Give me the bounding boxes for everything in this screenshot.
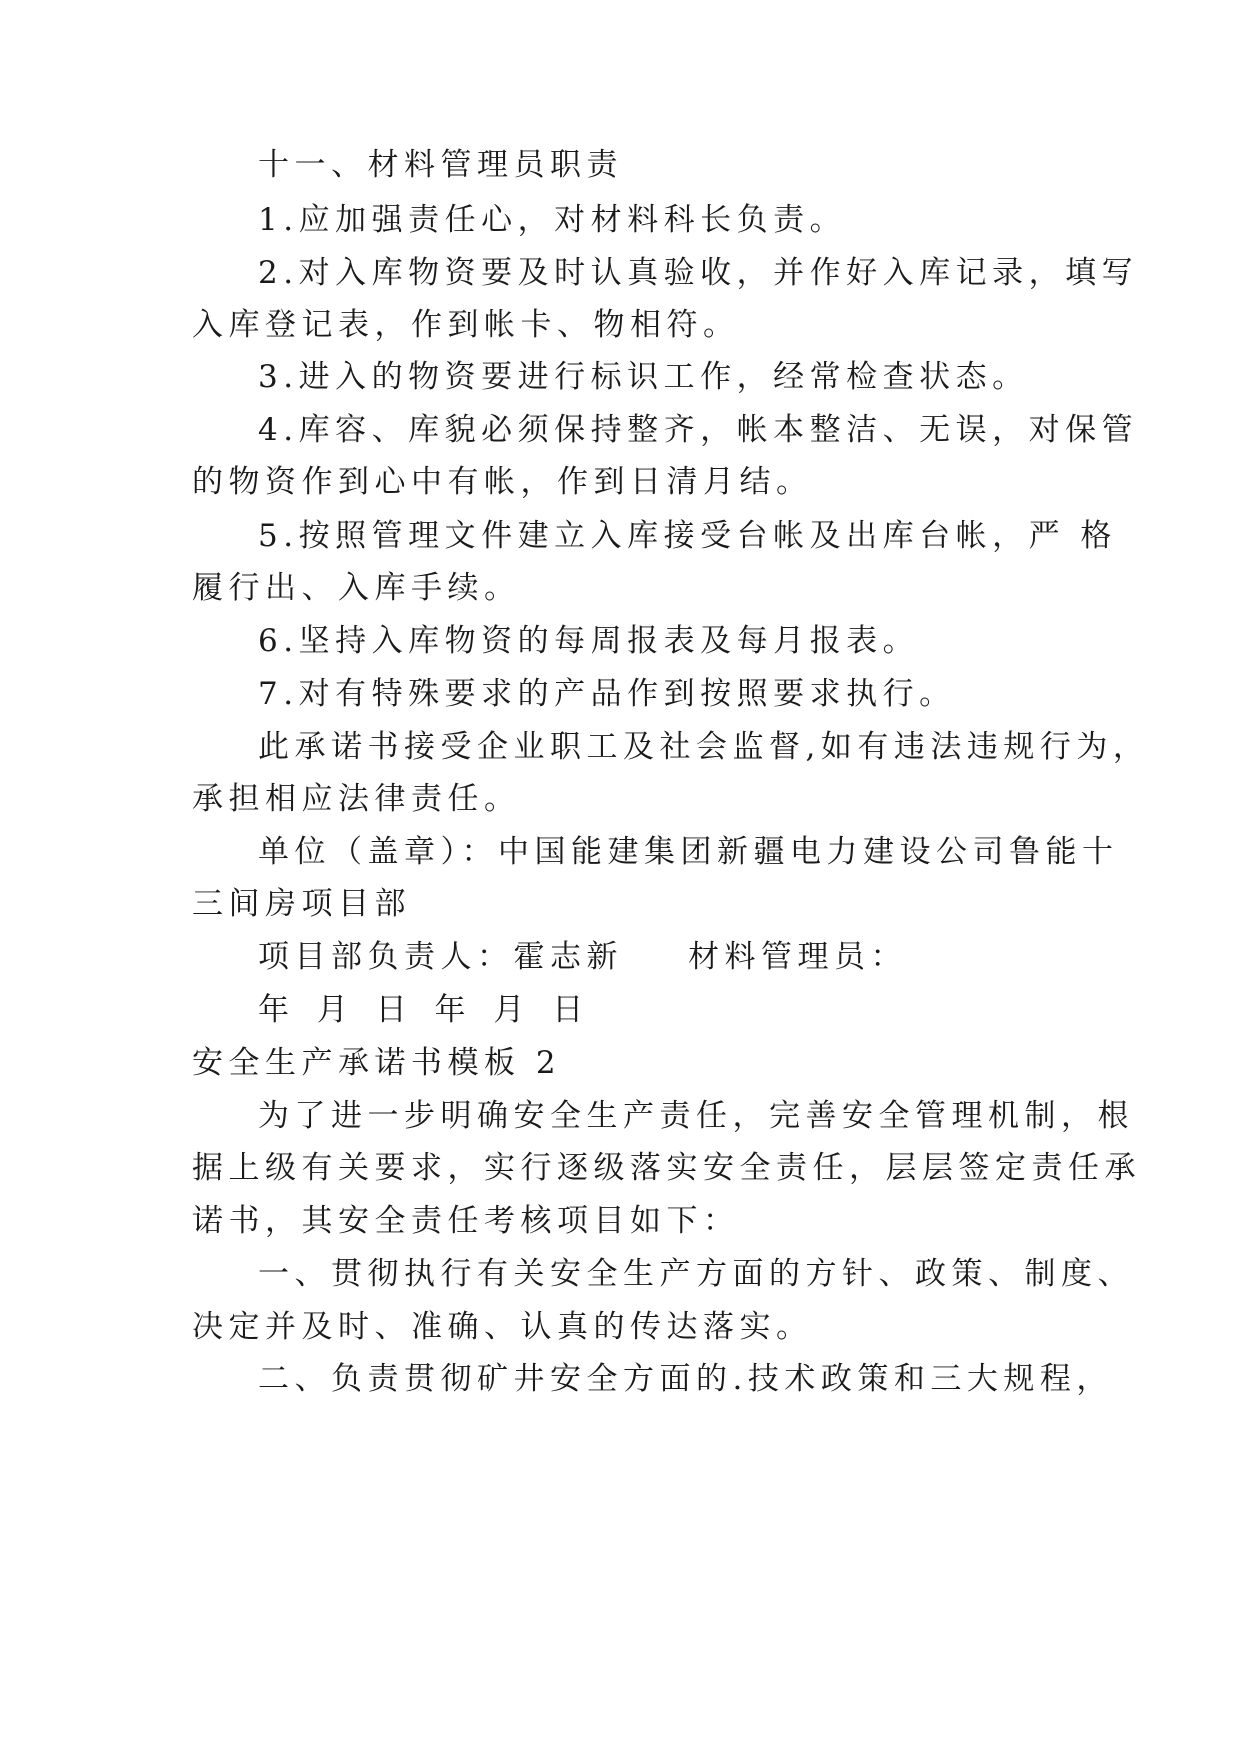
paragraph-line: 二、负责贯彻矿井安全方面的.技术政策和三大规程， [258, 1361, 1113, 1397]
paragraph-line: 一、贯彻执行有关安全生产方面的方针、政策、制度、 [258, 1256, 1134, 1292]
paragraph-line: 据上级有关要求，实行逐级落实安全责任，层层签定责任承 [192, 1150, 1141, 1186]
paragraph-line: 三间房项目部 [192, 886, 411, 922]
paragraph-line: 2.对入库物资要及时认真验收，并作好入库记录，填写 [258, 255, 1139, 291]
paragraph-line: 为了进一步明确安全生产责任，完善安全管理机制，根 [258, 1098, 1134, 1134]
signature-line: 项目部负责人：霍志新 [258, 939, 623, 975]
paragraph-line: 3.进入的物资要进行标识工作，经常检查状态。 [258, 359, 1029, 395]
paragraph-line: 5.按照管理文件建立入库接受台帐及出库台帐，严 格 [258, 518, 1117, 554]
paragraph-line: 诺书，其安全责任考核项目如下： [192, 1203, 740, 1239]
section-heading: 十一、材料管理员职责 [258, 147, 623, 183]
date-line: 年 月 日 年 月 日 [258, 992, 593, 1028]
paragraph-line: 1.应加强责任心，对材料科长负责。 [258, 202, 847, 238]
paragraph-line: 承担相应法律责任。 [192, 781, 521, 817]
paragraph-line: 的物资作到心中有帐，作到日清月结。 [192, 464, 813, 500]
paragraph-line: 6.坚持入库物资的每周报表及每月报表。 [258, 623, 920, 659]
document-title: 安全生产承诺书模板 2 [192, 1045, 562, 1081]
paragraph-line: 4.库容、库貌必须保持整齐，帐本整洁、无误，对保管 [258, 412, 1139, 448]
paragraph-line: 履行出、入库手续。 [192, 570, 521, 606]
paragraph-line: 此承诺书接受企业职工及社会监督,如有违法违规行为， [258, 729, 1150, 765]
paragraph-line: 单位（盖章）：中国能建集团新疆电力建设公司鲁能十 [258, 834, 1119, 870]
paragraph-line: 7.对有特殊要求的产品作到按照要求执行。 [258, 676, 956, 712]
signature-line: 材料管理员： [688, 939, 907, 975]
paragraph-line: 决定并及时、准确、认真的传达落实。 [192, 1309, 813, 1345]
paragraph-line: 入库登记表，作到帐卡、物相符。 [192, 307, 740, 343]
